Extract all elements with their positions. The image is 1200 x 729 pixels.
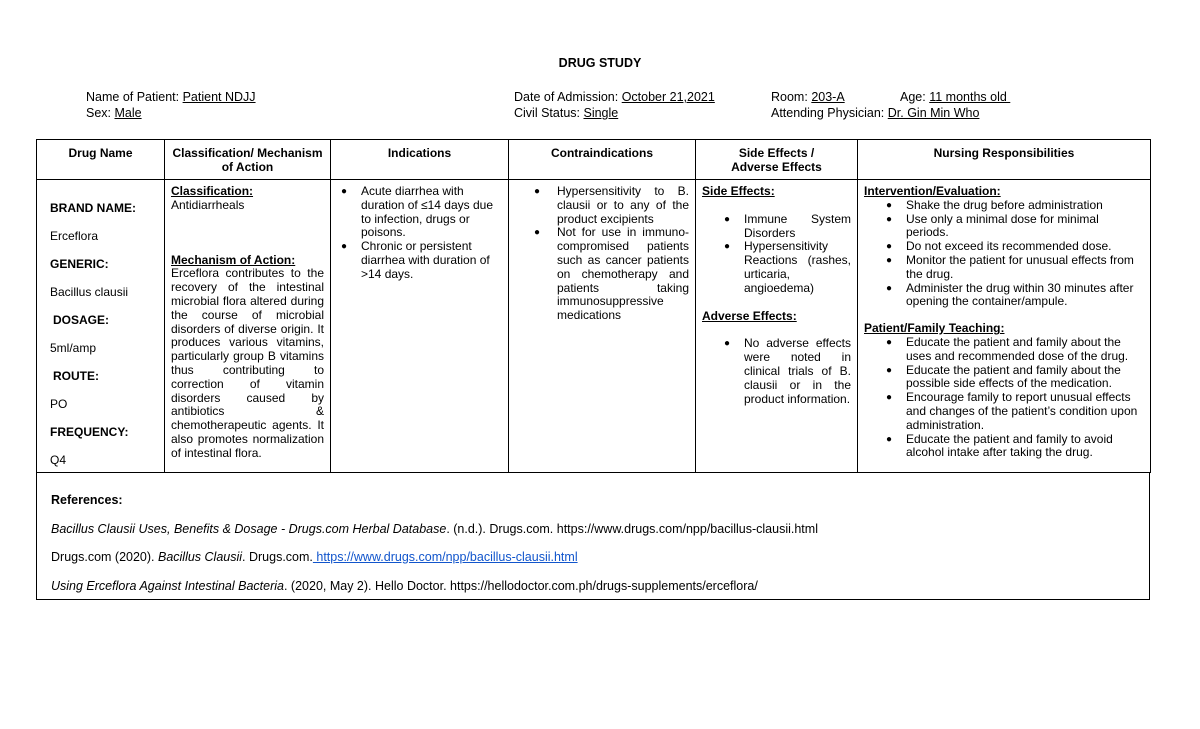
list-item: ● Educate the patient and family about the possible side effects of the medication. <box>886 362 1121 391</box>
bullet-icon: ● <box>534 227 541 239</box>
age-value: 11 months old <box>929 90 1011 104</box>
patient-name-line <box>86 89 256 105</box>
bullet-icon: ● <box>886 241 893 253</box>
reference-1: Bacillus Clausii Uses, Benefits & Dosage - Drugs.com Herbal Database. (n.d.). Drugs.com. https://www.drugs.com/npp/bacillus-clausii.html <box>51 521 818 536</box>
dosage-value: 5ml/amp <box>50 341 97 355</box>
list-item: ● Chronic or persistent diarrhea with duration of >14 days. <box>341 239 490 281</box>
header-contraindications: Contraindications <box>509 140 696 180</box>
table-header-row <box>37 140 1151 180</box>
header-classification: Classification/ Mechanism of Action <box>165 140 331 180</box>
age-label: Age: <box>900 90 926 104</box>
side-effects-cell <box>696 180 858 473</box>
bullet-icon: ● <box>886 433 893 445</box>
brand-value: Erceflora <box>50 229 99 243</box>
room-label: Room: <box>771 90 808 104</box>
list-item: ● Encourage family to report unusual effects and changes of the patient’s condition upon administration. <box>886 390 1138 432</box>
generic-label: GENERIC: <box>50 257 109 271</box>
bullet-icon: ● <box>886 254 893 266</box>
list-item: ● Immune System Disorders <box>724 211 851 240</box>
room-line <box>771 89 845 105</box>
sex-value: Male <box>114 106 142 120</box>
list-item: ● Do not exceed its recommended dose. <box>886 239 1112 254</box>
drug-name-cell <box>37 180 165 473</box>
bullet-icon: ● <box>886 282 893 294</box>
page-title: DRUG STUDY <box>558 56 642 70</box>
bullet-icon: ● <box>724 241 731 253</box>
list-item: ● Hypersensitivity to B. clausii or to any of the product excipients <box>534 184 689 226</box>
reference-2: Drugs.com (2020). Bacillus Clausii. Drugs.com. https://www.drugs.com/npp/bacillus-clausii.html <box>51 550 578 564</box>
patient-name-value: Patient NDJJ <box>182 90 256 104</box>
bullet-icon: ● <box>886 364 893 376</box>
age-line <box>900 89 1010 105</box>
brand-label: BRAND NAME: <box>50 201 136 215</box>
bullet-icon: ● <box>886 213 893 225</box>
admission-label: Date of Admission: <box>514 90 619 104</box>
teaching-heading: Patient/Family Teaching: <box>864 321 1005 336</box>
list-item: ● Hypersensitivity Reactions (rashes, urticaria, angioedema) <box>724 239 851 295</box>
bullet-icon: ● <box>886 392 893 404</box>
bullet-icon: ● <box>341 241 348 253</box>
room-value: 203-A <box>811 90 845 104</box>
classification-cell <box>165 180 331 473</box>
frequency-value: Q4 <box>50 453 67 467</box>
generic-value: Bacillus clausii <box>50 285 129 299</box>
references-section <box>36 473 1150 600</box>
header-nursing: Nursing Responsibilities <box>858 140 1151 180</box>
frequency-label: FREQUENCY: <box>50 425 129 439</box>
list-item: ● No adverse effects were noted in clinical trials of B. clausii or in the product information. <box>724 336 851 406</box>
contraindications-cell <box>509 180 696 473</box>
bullet-icon: ● <box>886 336 893 348</box>
side-effects-heading: Side Effects: <box>702 184 775 198</box>
dosage-label: DOSAGE: <box>53 313 110 327</box>
list-item: ● Administer the drug within 30 minutes after opening the container/ampule. <box>886 280 1134 309</box>
civil-status-label: Civil Status: <box>514 106 580 120</box>
mechanism-text: Erceflora contributes to the recovery of the intestinal microbial flora altered during the course of microbial disorders of diverse origin. It produces various vitamins, particularly group B vitamins thus contributing to correction of vitamin disorders caused by antibiotics & chemotherapeutic agents. It also promotes normalization of intestinal flora. <box>171 266 324 460</box>
civil-status-value: Single <box>583 106 619 120</box>
bullet-icon: ● <box>886 199 893 211</box>
bullet-icon: ● <box>534 186 541 197</box>
route-label: ROUTE: <box>53 369 99 383</box>
admission-value: October 21,2021 <box>621 90 715 104</box>
classification-heading: Classification: <box>171 184 254 198</box>
header-drug-name: Drug Name <box>37 140 165 180</box>
reference-2-link[interactable]: https://www.drugs.com/npp/bacillus-clausii.html <box>312 550 578 564</box>
list-item: ● Acute diarrhea with duration of ≤14 days due to infection, drugs or poisons. <box>341 184 494 240</box>
list-item: ● Monitor the patient for unusual effects from the drug. <box>886 252 1134 281</box>
table-body-row <box>37 180 1151 473</box>
nursing-cell <box>858 180 1151 473</box>
sex-label: Sex: <box>86 106 112 120</box>
indications-cell <box>331 180 509 473</box>
drug-study-table <box>36 139 1151 473</box>
header-indications: Indications <box>331 140 509 180</box>
intervention-heading: Intervention/Evaluation: <box>864 184 1001 198</box>
adverse-effects-heading: Adverse Effects: <box>702 308 797 323</box>
reference-3: Using Erceflora Against Intestinal Bacteria. (2020, May 2). Hello Doctor. https://hellodoctor.com.ph/drugs-supplements/erceflora/ <box>51 578 758 593</box>
bullet-icon: ● <box>724 338 731 350</box>
physician-line <box>771 105 979 121</box>
bullet-icon: ● <box>724 213 731 225</box>
sex-line <box>86 105 142 121</box>
header-side-effects: Side Effects / Adverse Effects <box>696 140 858 180</box>
patient-name-label: Name of Patient: <box>86 90 180 104</box>
mechanism-heading: Mechanism of Action: <box>171 252 296 267</box>
classification-value: Antidiarrheals <box>171 197 245 212</box>
list-item: ● Educate the patient and family to avoid alcohol intake after taking the drug. <box>886 431 1113 460</box>
list-item: ● Educate the patient and family about the uses and recommended dose of the drug. <box>886 334 1129 363</box>
physician-label: Attending Physician: <box>771 106 885 120</box>
civil-status-line <box>514 105 618 121</box>
list-item: ● Use only a minimal dose for minimal periods. <box>886 211 1099 240</box>
physician-value: Dr. Gin Min Who <box>887 106 980 120</box>
admission-line <box>514 89 715 105</box>
route-value: PO <box>50 397 68 411</box>
bullet-icon: ● <box>341 186 348 197</box>
list-item: ● Shake the drug before administration <box>886 197 1103 212</box>
list-item: ● Not for use in immuno-compromised patients such as cancer patients on chemotherapy and patients taking immunosuppressive medications <box>534 225 689 323</box>
references-heading: References: <box>51 493 123 507</box>
